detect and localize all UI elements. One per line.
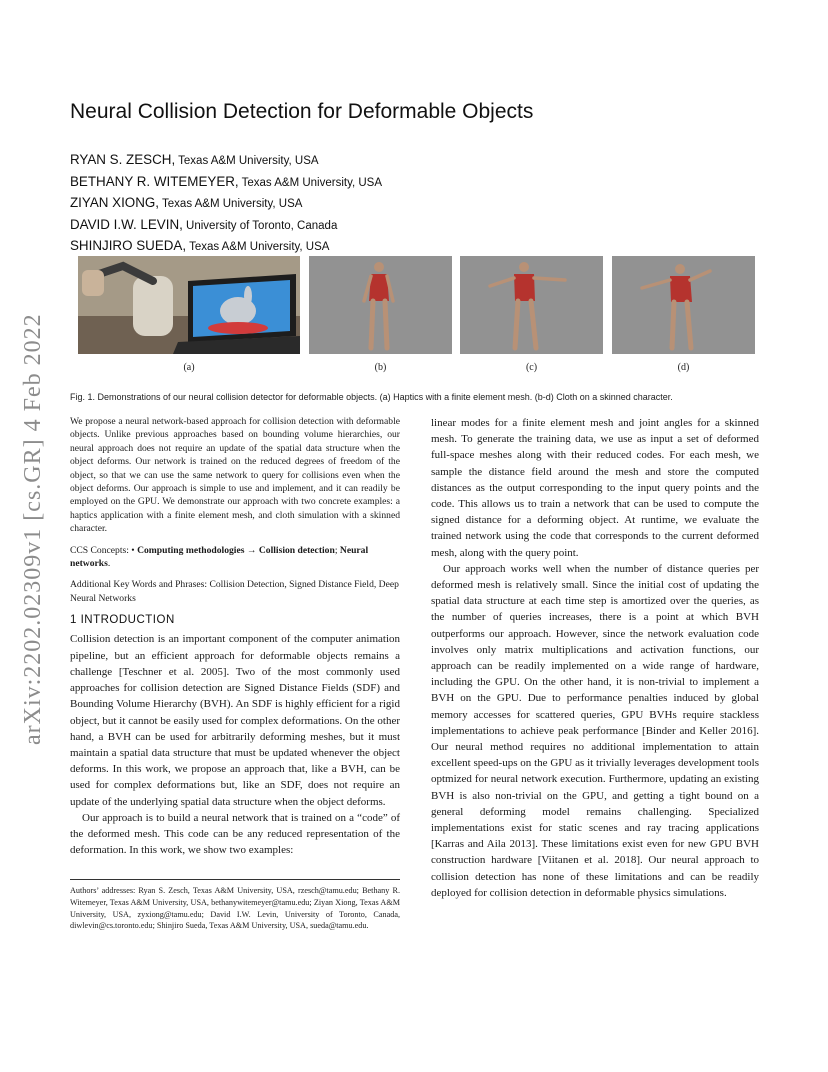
intro-paragraph-2: Our approach is to build a neural network that is trained on a “code” of the deformed mesh. This code can be any reduced representation of the deformation. In this work, we show two examples:: [70, 811, 400, 857]
character-render-d: [612, 256, 755, 354]
figure-panel-c: [460, 256, 603, 376]
ccs-concept-3: Neural networks: [70, 544, 369, 570]
arxiv-identifier-stamp: arXiv:2202.02309v1 [cs.GR] 4 Feb 2022: [20, 313, 46, 745]
right-paragraph-2: Our approach works well when the number of distance queries per deformed mesh is relatively small. Since the initial cost of updating the spatial data structure at each time step is amortized over the queries, as the number of queries increases, there is a point at which BVH outperforms our approach. However, since the network evaluation code involves only matrix multiplications and activation functions, our approach can be readily implemented on a wide range of hardware, including the GPU. On the other hand, it is non-trivial to implement a BVH on the GPU. Due to performance penalties induced by global memory accesses for scattered queries, GPU BVHs require stackless implementations to achieve peak performance [Binder and Keller 2016]. Our neural method requires no additional implementation to attain excellent speed-ups on the GPU as it trivially leverages development tools optmized for neural network execution. Furthermore, updating an existing BVH is also non-trivial on the GPU, and getting a tight bound on a general deforming model remains challenging. Specialized implementations exist for static scenes and ray tracing applications [Karras and Aila 2013]. These limitations exist even for new GPU BVH construction hardware [Viitanen et al. 2018]. Our neural approach to collision detection has none of these limitations and can be readily deployed for collision detection in deformable physics simulations.: [431, 562, 759, 899]
paper-title: Neural Collision Detection for Deformable Objects: [70, 100, 534, 123]
character-render-c: [460, 256, 603, 354]
author-affiliation: Texas A&M University, USA: [175, 155, 319, 167]
author-addresses-footnote: Authors’ addresses: Ryan S. Zesch, Texas A&M University, USA, rzesch@tamu.edu; Bethany R. Witemeyer, Texas A&M University, USA, bethanywitemeyer@tamu.edu; Ziyan Xiong, Texas A&M University, USA, zyxiong@tamu.edu; David I.W. Levin, University of Toronto, Canada, diwlevin@cs.toronto.edu; Shinjiro Sueda, Texas A&M University, USA, sueda@tamu.edu.: [70, 879, 400, 932]
right-column: [431, 415, 759, 901]
author-list: [70, 150, 382, 258]
author-entry: [70, 193, 382, 215]
ccs-separator: ;: [334, 544, 338, 556]
finite-element-mesh: [208, 322, 268, 334]
author-name: RYAN S. ZESCH,: [70, 152, 176, 167]
ccs-concept-1: Computing methodologies: [137, 544, 245, 556]
abstract: We propose a neural network-based approach for collision detection with deformable objects. Unlike previous approaches based on bounding volume hierarchies, our neural approach does not require an update of the spatial data structure when the object deforms. Our network is trained on the reduced degrees of freedom of the object, so that we can use the same network to query for collisions even when the object deforms. Our approach is simple to use and implement, and it can readily be employed on the GPU. We demonstrate our approach with two concrete examples: a haptics application with a finite element mesh, and cloth simulation with a skinned character.: [70, 416, 400, 535]
panel-label-c: (c): [525, 362, 538, 373]
panel-label-d: (d): [677, 362, 690, 373]
author-entry: [70, 236, 382, 258]
author-affiliation: Texas A&M University, USA: [186, 241, 330, 253]
author-affiliation: Texas A&M University, USA: [159, 198, 303, 210]
author-name: SHINJIRO SUEDA,: [70, 238, 187, 253]
figure-panel-a: [78, 256, 300, 376]
author-entry: [70, 172, 382, 194]
teaser-figure: [78, 256, 758, 376]
figure-panel-b: [309, 256, 452, 376]
author-affiliation: University of Toronto, Canada: [182, 219, 338, 232]
keywords: Additional Key Words and Phrases: Collision Detection, Signed Distance Field, Deep Neural Networks: [70, 579, 399, 604]
ccs-concepts: [70, 544, 400, 571]
intro-paragraph-1: Collision detection is an important component of the computer animation pipeline, but an efficient approach for deformable objects remains a challenge [Teschner et al. 2005]. Two of the most commonly used approaches for collision detection are Signed Distance Fields (SDF) and Bounding Volume Hierarchy (BVH). An SDF is highly efficient for a rigid object, but it cannot be easily used for complex deformations. On the other hand, a BVH can be used for arbitrarily deforming meshes, but it must maintain a spatial data structure that must be updated whenever the object deforms. In this work, we propose an approach that, like a BVH, can be used for complex deformations but, like an SDF, does not require an update of the underlying spatial data structure when the object deforms.: [70, 633, 400, 808]
figure-caption: Fig. 1. Demonstrations of our neural collision detector for deformable objects. (a) Haptics with a finite element mesh. (b-d) Cloth on a skinned character.: [70, 392, 673, 402]
haptics-photo: [78, 256, 300, 354]
panel-label-b: (b): [374, 362, 387, 373]
author-entry: [70, 150, 382, 172]
author-affiliation: Texas A&M University, USA: [238, 176, 383, 189]
panel-label-a: (a): [183, 362, 195, 373]
author-name: BETHANY R. WITEMEYER,: [70, 173, 239, 189]
character-render-b: [309, 256, 452, 354]
hand: [82, 270, 104, 296]
ccs-arrow: →: [244, 544, 259, 556]
author-name: DAVID I.W. LEVIN,: [70, 216, 183, 232]
author-name: ZIYAN XIONG,: [70, 195, 160, 210]
figure-panel-d: [612, 256, 755, 376]
author-entry: [70, 215, 382, 237]
section-heading-introduction: 1 INTRODUCTION: [70, 614, 175, 627]
ccs-concept-2: Collision detection: [258, 544, 335, 556]
right-paragraph-1: linear modes for a finite element mesh and joint angles for a skinned mesh. To generate the training data, we use as input a set of deformed full-space meshes along with their reduced codes. For each mesh, we sample the distance field around the mesh and store the computed distances as the output corresponding to the input query points and the code. This allows us to train a network that can be used to compute the signed distance for a deforming object. At runtime, we evaluate the trained network using the code that corresponds to the current deformed mesh, along with the query point.: [431, 417, 759, 559]
ccs-end: .: [107, 558, 111, 570]
ccs-label: CCS Concepts: •: [70, 544, 138, 556]
left-column: [70, 415, 400, 858]
